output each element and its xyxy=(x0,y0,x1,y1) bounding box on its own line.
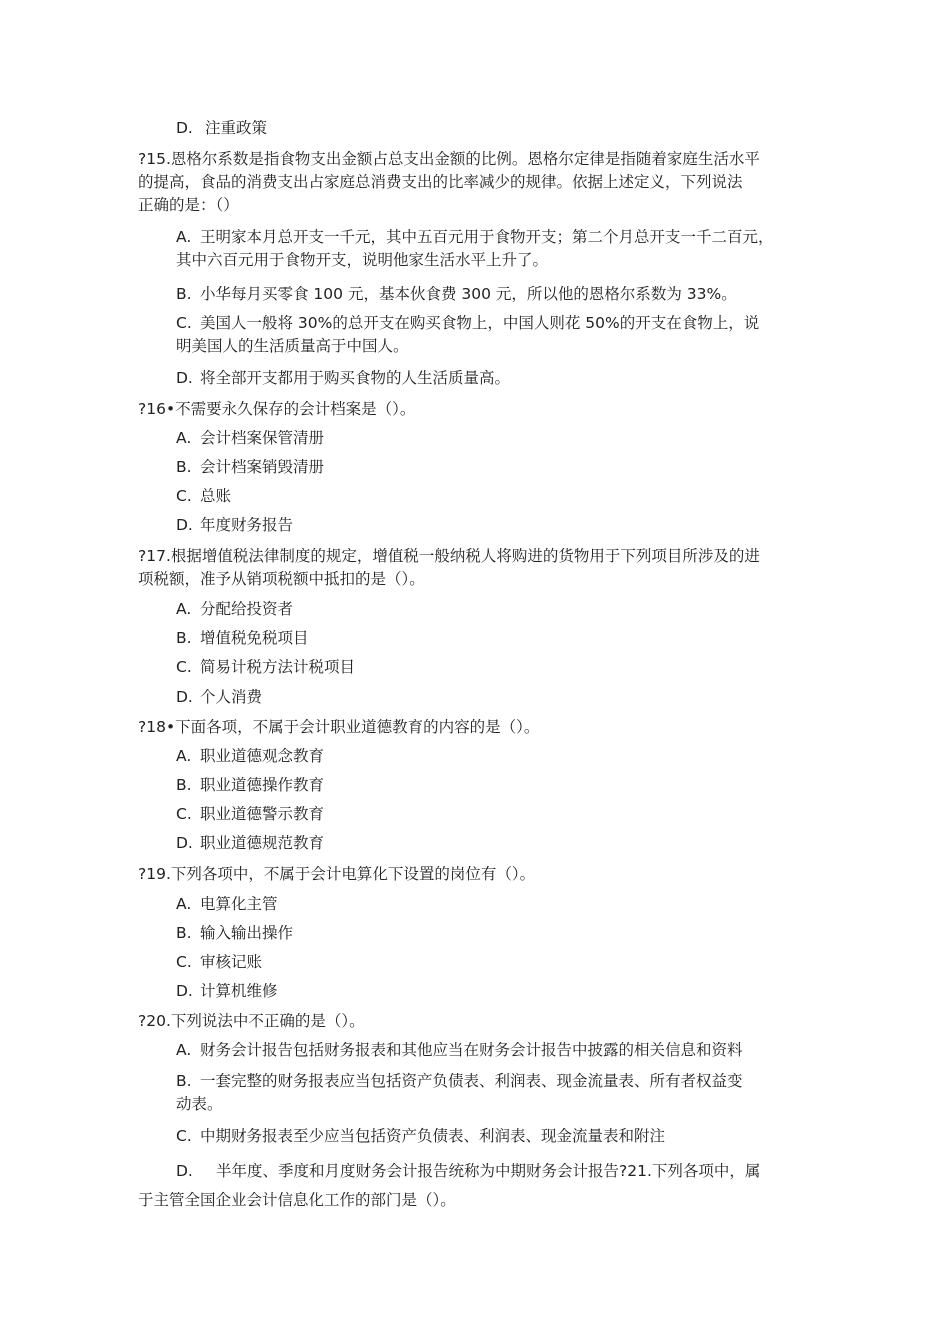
option-label: C. xyxy=(176,487,192,505)
q15-option-d xyxy=(176,367,826,390)
question-20 xyxy=(138,1010,828,1033)
option-label: A. xyxy=(176,600,192,618)
question-text-line: 项税额，准予从销项税额中抵扣的是（）。 xyxy=(138,570,425,588)
q20-option-c xyxy=(176,1125,826,1148)
option-label: B. xyxy=(176,629,192,647)
q18-option-b xyxy=(176,774,826,797)
option-label: C. xyxy=(176,658,192,676)
option-text: 个人消费 xyxy=(200,688,263,706)
q18-option-c xyxy=(176,803,826,826)
option-label: B. xyxy=(176,285,192,303)
option-text: 总账 xyxy=(200,487,232,505)
question-15 xyxy=(138,148,828,217)
q16-option-d xyxy=(176,514,826,537)
question-text-line: 于主管全国企业会计信息化工作的部门是（）。 xyxy=(138,1191,456,1209)
q17-option-b xyxy=(176,627,826,650)
option-text: 职业道德警示教育 xyxy=(200,805,325,823)
question-16 xyxy=(138,398,828,421)
q19-option-c xyxy=(176,951,826,974)
option-text: 职业道德操作教育 xyxy=(200,776,325,794)
q19-option-a xyxy=(176,893,826,916)
q15-option-b xyxy=(176,283,826,306)
option-text-continued: 明美国人的生活质量高于中国人。 xyxy=(176,337,409,355)
question-text-line: 正确的是：（） xyxy=(138,196,239,214)
option-label: D. xyxy=(176,1162,193,1180)
question-text-line: ?18•下面各项，不属于会计职业道德教育的内容的是（）。 xyxy=(138,718,540,736)
q16-option-b xyxy=(176,456,826,479)
option-text: 分配给投资者 xyxy=(200,600,294,618)
q20-option-b xyxy=(176,1070,826,1116)
option-text: 财务会计报告包括财务报表和其他应当在财务会计报告中披露的相关信息和资料 xyxy=(200,1041,743,1059)
option-label: D. xyxy=(176,369,193,387)
option-text: 输入输出操作 xyxy=(200,924,294,942)
option-text: 将全部开支都用于购买食物的人生活质量高。 xyxy=(200,369,511,387)
question-text-line: 的提高，食品的消费支出占家庭总消费支出的比率减少的规律。依据上述定义，下列说法 xyxy=(138,173,743,191)
option-label: A. xyxy=(176,1041,192,1059)
option-label: A. xyxy=(176,228,192,246)
q17-option-d xyxy=(176,686,826,709)
q18-option-d xyxy=(176,832,826,855)
question-text-line: ?15.恩格尔系数是指食物支出金额占总支出金额的比例。恩格尔定律是指随着家庭生活水平 xyxy=(138,150,760,168)
question-text-line: ?17.根据增值税法律制度的规定，增值税一般纳税人将购进的货物用于下列项目所涉及的进 xyxy=(138,547,760,565)
option-text: 注重政策 xyxy=(204,119,267,137)
option-text: 会计档案销毁清册 xyxy=(200,458,325,476)
option-label: D. xyxy=(176,516,193,534)
option-label: D. xyxy=(176,834,193,852)
option-label: B. xyxy=(176,924,192,942)
question-18 xyxy=(138,716,828,739)
q16-option-a xyxy=(176,427,826,450)
option-label: A. xyxy=(176,429,192,447)
option-text: 王明家本月总开支一千元，其中五百元用于食物开支；第二个月总开支一千二百元， xyxy=(200,228,774,246)
q18-option-a xyxy=(176,745,826,768)
option-text: 小华每月买零食 100 元，基本伙食费 300 元，所以他的恩格尔系数为 33%。 xyxy=(200,285,737,303)
question-text-line: ?16•不需要永久保存的会计档案是（）。 xyxy=(138,400,416,418)
option-text: 年度财务报告 xyxy=(200,516,294,534)
option-label: C. xyxy=(176,953,192,971)
option-text: 中期财务报表至少应当包括资产负债表、利润表、现金流量表和附注 xyxy=(200,1127,666,1145)
q19-option-b xyxy=(176,922,826,945)
option-label: A. xyxy=(176,895,192,913)
option-text: 美国人一般将 30%的总开支在购买食物上，中国人则花 50%的开支在食物上，说 xyxy=(200,314,760,332)
option-text: 职业道德观念教育 xyxy=(200,747,325,765)
option-label: A. xyxy=(176,747,192,765)
q15-option-c xyxy=(176,312,826,358)
q14-option-d xyxy=(176,117,826,140)
q16-option-c xyxy=(176,485,826,508)
option-text-continued: 其中六百元用于食物开支，说明他家生活水平上升了。 xyxy=(176,251,549,269)
q20-option-d-and-question-21 xyxy=(138,1160,828,1212)
option-text: 增值税免税项目 xyxy=(200,629,309,647)
option-text: 电算化主管 xyxy=(200,895,278,913)
option-text: 审核记账 xyxy=(200,953,263,971)
option-text: 职业道德规范教育 xyxy=(200,834,325,852)
option-label: C. xyxy=(176,1127,192,1145)
option-label: C. xyxy=(176,805,192,823)
question-17 xyxy=(138,545,828,591)
option-text: 计算机维修 xyxy=(200,982,278,1000)
option-text: 一套完整的财务报表应当包括资产负债表、利润表、现金流量表、所有者权益变 xyxy=(200,1072,743,1090)
option-text: 半年度、季度和月度财务会计报告统称为中期财务会计报告?21.下列各项中，属 xyxy=(216,1162,761,1180)
q15-option-a xyxy=(176,226,826,272)
option-label: D. xyxy=(176,119,193,137)
question-text-line: ?20.下列说法中不正确的是（）。 xyxy=(138,1012,365,1030)
q17-option-a xyxy=(176,598,826,621)
q20-option-a xyxy=(176,1039,826,1062)
option-label: B. xyxy=(176,458,192,476)
option-label: C. xyxy=(176,314,192,332)
option-text: 简易计税方法计税项目 xyxy=(200,658,356,676)
option-text-continued: 动表。 xyxy=(176,1095,223,1113)
q17-option-c xyxy=(176,656,826,679)
option-text: 会计档案保管清册 xyxy=(200,429,325,447)
option-label: D. xyxy=(176,982,193,1000)
q19-option-d xyxy=(176,980,826,1003)
option-label: D. xyxy=(176,688,193,706)
option-label: B. xyxy=(176,1072,192,1090)
question-text-line: ?19.下列各项中，不属于会计电算化下设置的岗位有（）。 xyxy=(138,865,536,883)
question-19 xyxy=(138,863,828,886)
option-label: B. xyxy=(176,776,192,794)
